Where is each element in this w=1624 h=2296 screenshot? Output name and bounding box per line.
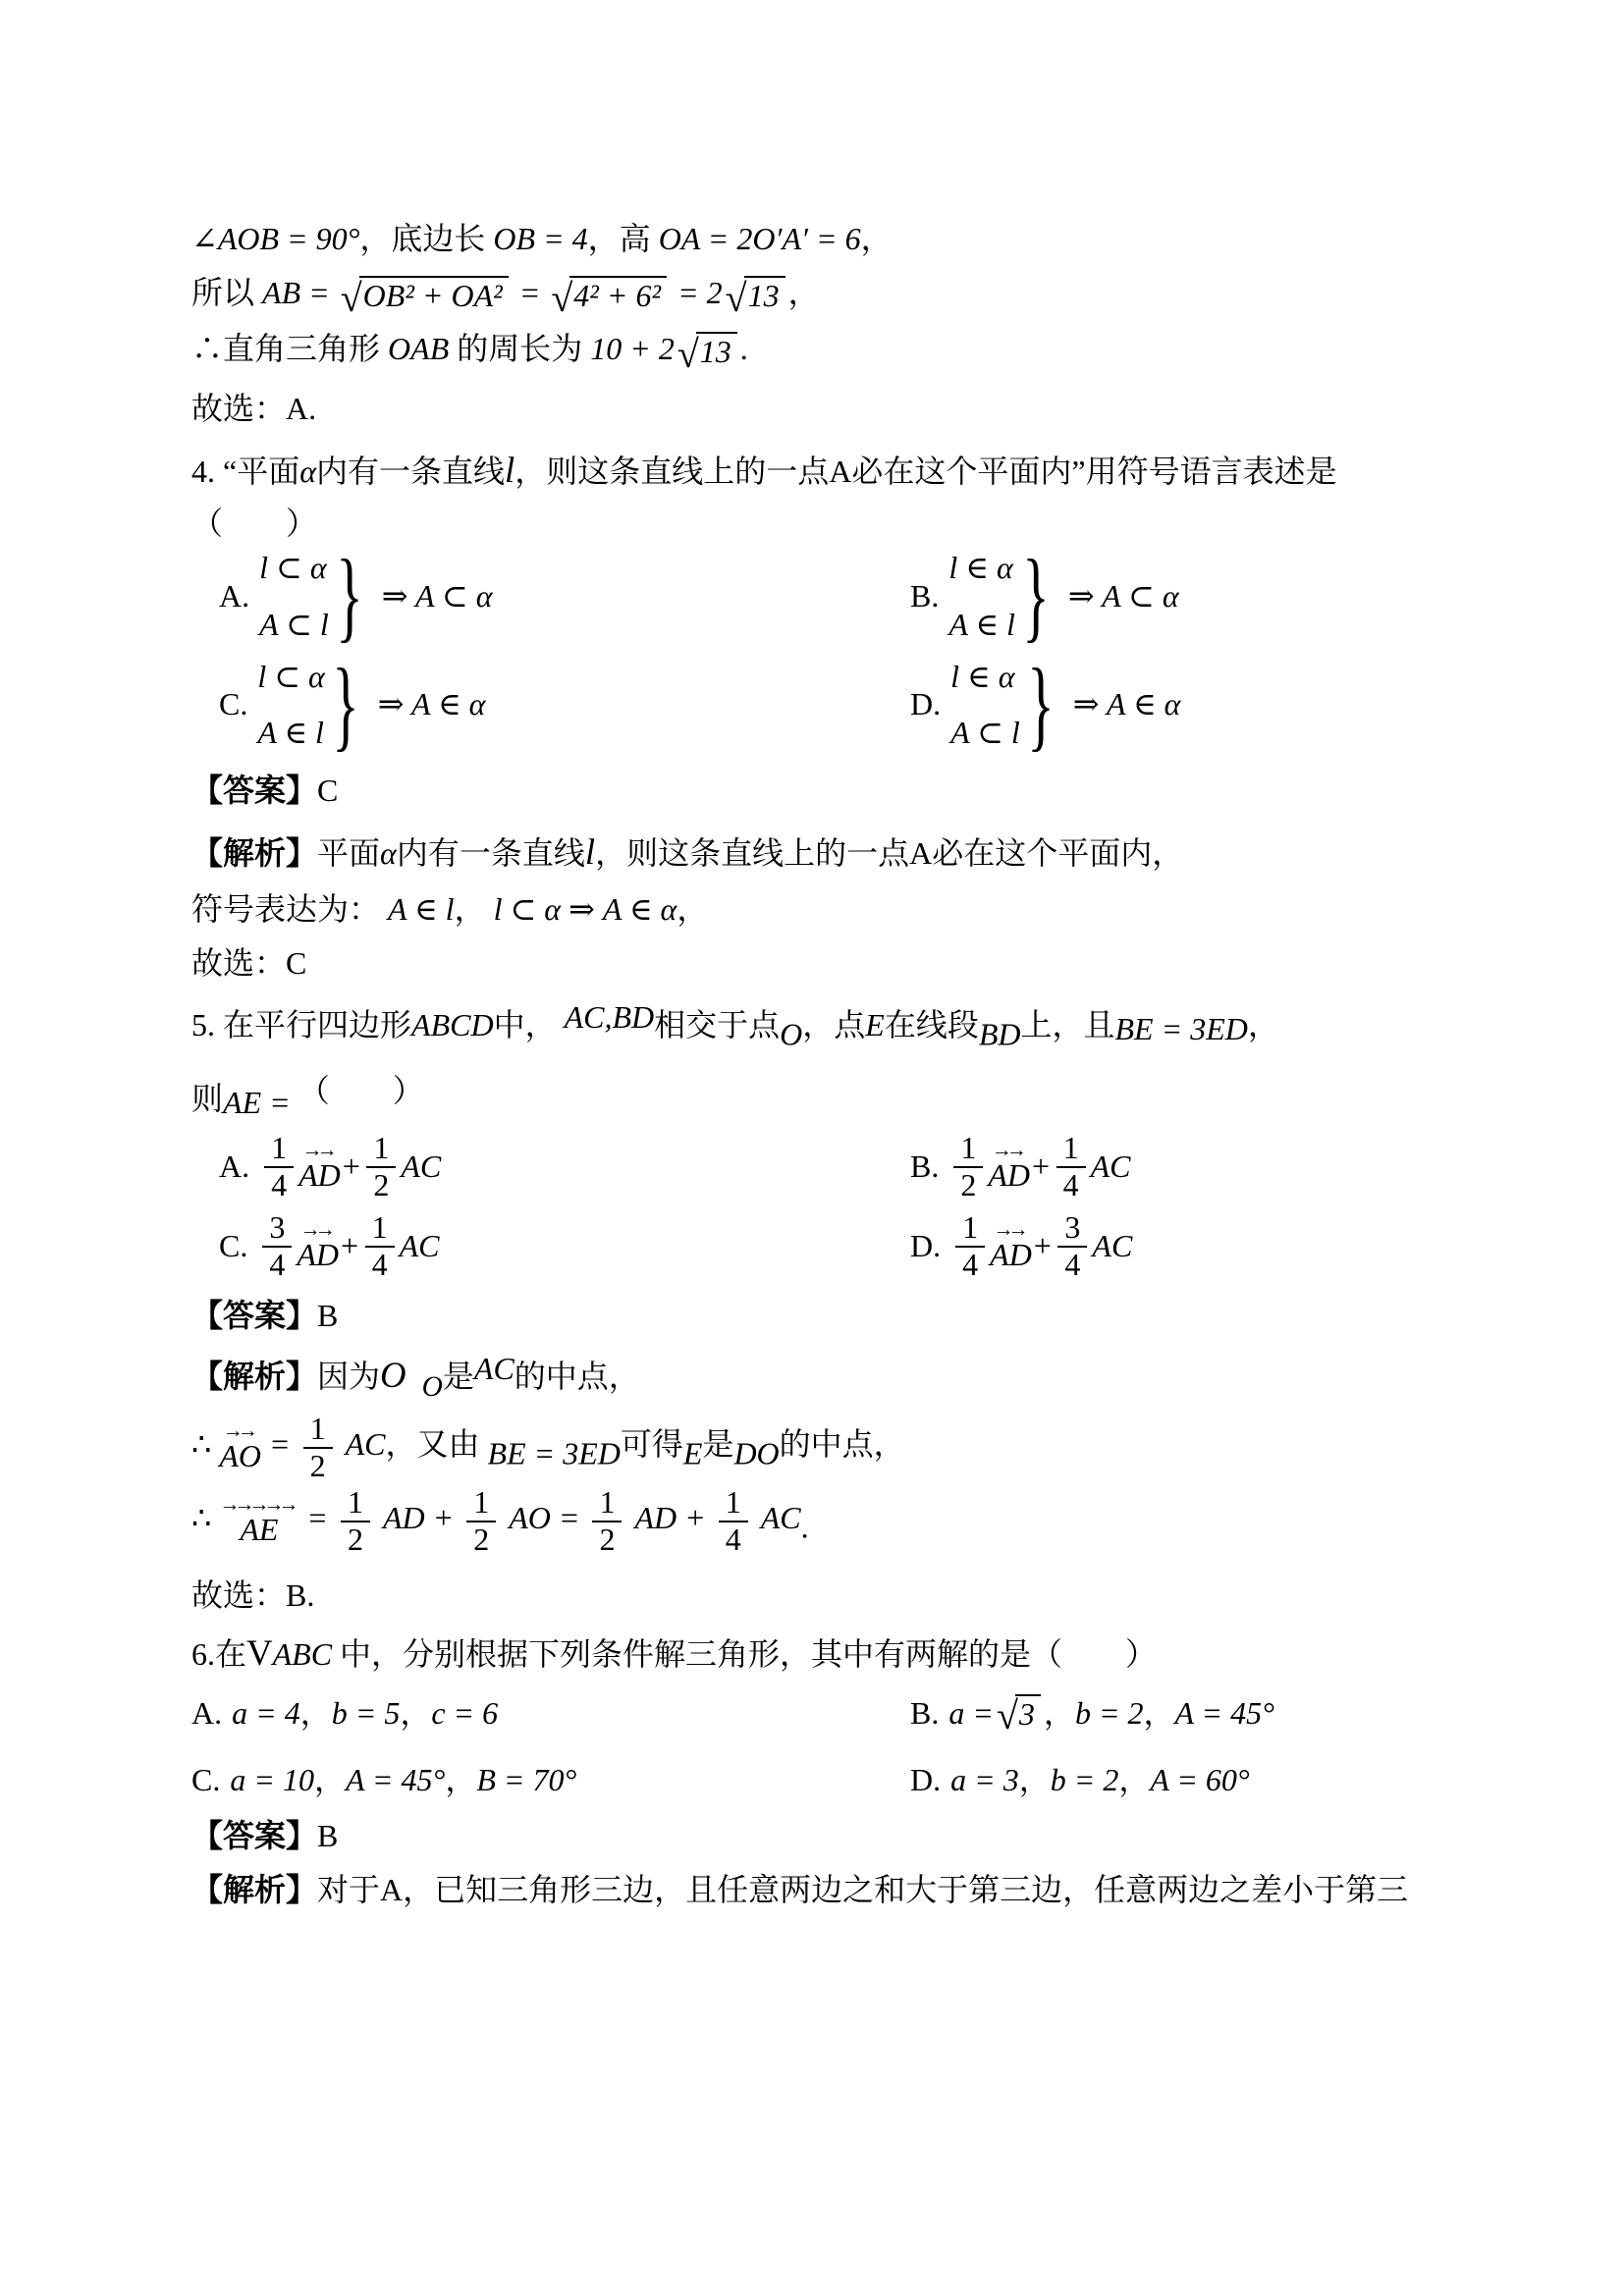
fraction: $\frac{1}{4}$: [1056, 1132, 1086, 1201]
vector-ao: →→ AO: [219, 1417, 262, 1473]
question5-option-c: C. $\frac{3}{4}$ →→ AD + $\frac{1}{4}$ AC: [219, 1209, 440, 1282]
fraction: $\frac{3}{4}$: [262, 1211, 292, 1281]
question5-option-a: A. $\frac{1}{4}$ →→ AD + $\frac{1}{2}$ AC: [219, 1130, 442, 1202]
fraction: $\frac{1}{4}$: [264, 1132, 294, 1201]
question5-option-b: B. $\frac{1}{2}$ →→ AD + $\frac{1}{4}$ AC: [910, 1130, 1131, 1202]
right-brace: }: [1022, 539, 1050, 653]
vector-arrows-icon: →→: [993, 1216, 1023, 1241]
fraction: $\frac{1}{2}$: [303, 1413, 333, 1482]
question4-explanation-line2: 符号表达为： A ∈ l， l ⊂ α ⇒ A ∈ α，: [191, 890, 709, 927]
question5-stem: 5. 在平行四边形ABCD中， AC,BD相交于点O，点E在线段BD上，且BE = 3ED，: [191, 999, 1279, 1052]
question6-option-b: B. a = √ 3 ， b = 2 ， A = 45°: [910, 1693, 1274, 1738]
question4-option-b: [910, 539, 1487, 653]
answer-value: B: [317, 1298, 339, 1334]
question4-option-d: [910, 647, 1487, 761]
vector-ad: →→ AD: [990, 1216, 1032, 1272]
solution3-line2: 所以 AB = √ OB² + OA² = √ 4² + 6² = 2 √ 13 ，: [191, 275, 820, 321]
option-label: D.: [910, 686, 942, 722]
question6-option-c: C. a = 10 ， A = 45° ， B = 70°: [191, 1761, 577, 1797]
radical-ob2-oa2: √ OB² + OA²: [341, 276, 509, 316]
question4-choice: 故选：C: [191, 945, 307, 982]
answer-tag: 【答案】: [191, 1298, 318, 1334]
question5-options-row2: [191, 1211, 1487, 1281]
question6-options-row2: [191, 1759, 1487, 1801]
fraction: $\frac{1}{2}$: [592, 1486, 622, 1556]
answer-tag: 【答案】: [191, 1817, 318, 1853]
solution3-line1: ∠AOB = 90°，底边长 OB = 4，高 OA = 2O′A′ = 6，: [191, 221, 893, 256]
brace-system: l ∈ α A ∈ l } ⇒ A ⊂ α: [948, 539, 1179, 653]
question6-stem: 6.在VABC 中，分别根据下列条件解三角形，其中有两解的是（ ）: [191, 1631, 1158, 1673]
question4-option-c: [191, 647, 910, 761]
question4-answer: [191, 770, 1487, 812]
question4-paren: （ ）: [191, 506, 318, 542]
question5-options-row1: [191, 1132, 1487, 1201]
question5-explanation-line2: ∴ →→ AO = $\frac{1}{2}$ AC，又由 BE = 3ED可得E是DO的中点，: [191, 1411, 905, 1483]
fraction: $\frac{1}{2}$: [366, 1132, 396, 1201]
question5-explanation-line1: 【解析】因为O O是AC的中点，: [191, 1350, 640, 1403]
question5-choice: 故选：B.: [191, 1576, 315, 1613]
question4-options-row2: [191, 647, 1487, 761]
fraction: $\frac{1}{4}$: [719, 1486, 748, 1556]
vector-ad: →→ AD: [297, 1216, 339, 1272]
fraction: $\frac{1}{2}$: [341, 1486, 370, 1556]
fraction: $\frac{1}{2}$: [953, 1132, 983, 1201]
solution3-line3: ∴直角三角形 OAB 的周长为 10 + 2 √ 13 .: [191, 331, 748, 377]
vector-arrows-icon: →→: [301, 1137, 332, 1161]
right-brace: }: [336, 539, 363, 653]
radical-13b: √ 13: [677, 332, 737, 372]
option-label: A.: [219, 577, 250, 614]
question6-option-d: D. a = 3 ， b = 2 ， A = 60°: [910, 1761, 1250, 1797]
vector-arrows-icon: →→→→→: [219, 1491, 294, 1516]
right-brace: }: [1027, 647, 1055, 761]
vector-arrows-icon: →→: [222, 1417, 252, 1442]
option-label: C.: [219, 686, 248, 722]
question4-option-a: [191, 539, 910, 653]
question6-options-row1: [191, 1692, 1487, 1738]
question4-options-row1: [191, 539, 1487, 653]
right-brace: }: [332, 647, 359, 761]
vector-ad: →→ AD: [988, 1137, 1031, 1193]
fraction: $\frac{1}{4}$: [955, 1211, 985, 1281]
brace-system: l ∈ α A ⊂ l } ⇒ A ∈ α: [950, 647, 1181, 761]
fraction: $\frac{1}{2}$: [466, 1486, 496, 1556]
solution3-choice: 故选：A.: [191, 391, 317, 427]
radical-3: √ 3: [997, 1694, 1041, 1735]
explanation-tag: 【解析】: [191, 835, 318, 872]
explanation-tag: 【解析】: [191, 1872, 318, 1908]
fraction: $\frac{1}{4}$: [365, 1211, 395, 1281]
answer-tag: 【答案】: [191, 773, 318, 809]
answer-value: B: [317, 1817, 339, 1853]
radical-42-62: √ 4² + 6²: [551, 276, 667, 316]
question5-explanation-line3: ∴ →→→→→ AE = $\frac{1}{2}$ AD + $\frac{1}{2}$ AO = $\frac{1}{2}$ AD + $\frac{1}{4}$ AC.: [191, 1484, 809, 1558]
vector-ad: →→ AD: [298, 1137, 341, 1193]
vector-ae: →→→→→ AE: [219, 1496, 298, 1547]
question5-answer: [191, 1295, 1487, 1337]
explanation-tag: 【解析】: [191, 1358, 318, 1394]
vector-arrows-icon: →→: [299, 1216, 330, 1241]
answer-value: C: [317, 773, 339, 809]
question5-stem-line2: 则AE = （ ）: [191, 1073, 424, 1120]
formula-angle-aob: ∠AOB = 90°: [191, 221, 360, 256]
question6-explanation-line1: 【解析】对于A，已知三角形三边，且任意两边之和大于第三边，任意两边之差小于第三: [191, 1872, 1409, 1908]
fraction: $\frac{3}{4}$: [1057, 1211, 1087, 1281]
question4-explanation-line1: 【解析】平面α内有一条直线l，则这条直线上的一点A必在这个平面内，: [191, 831, 1184, 873]
question6-answer: [191, 1815, 1487, 1857]
option-label: B.: [910, 577, 940, 614]
vector-arrows-icon: →→: [991, 1137, 1021, 1161]
question4-stem: 4. “平面α内有一条直线l，则这条直线上的一点A必在这个平面内”用符号语言表述是: [191, 450, 1337, 491]
question6-option-a: A. a = 4 ， b = 5 ， c = 6: [191, 1695, 499, 1732]
question5-option-d: D. $\frac{1}{4}$ →→ AD + $\frac{3}{4}$ AC: [910, 1209, 1133, 1282]
brace-system: l ⊂ α A ∈ l } ⇒ A ∈ α: [257, 647, 486, 761]
radical-13: √ 13: [726, 276, 785, 316]
brace-system: l ⊂ α A ⊂ l } ⇒ A ⊂ α: [259, 539, 493, 653]
triangle-symbol: V: [246, 1631, 273, 1673]
